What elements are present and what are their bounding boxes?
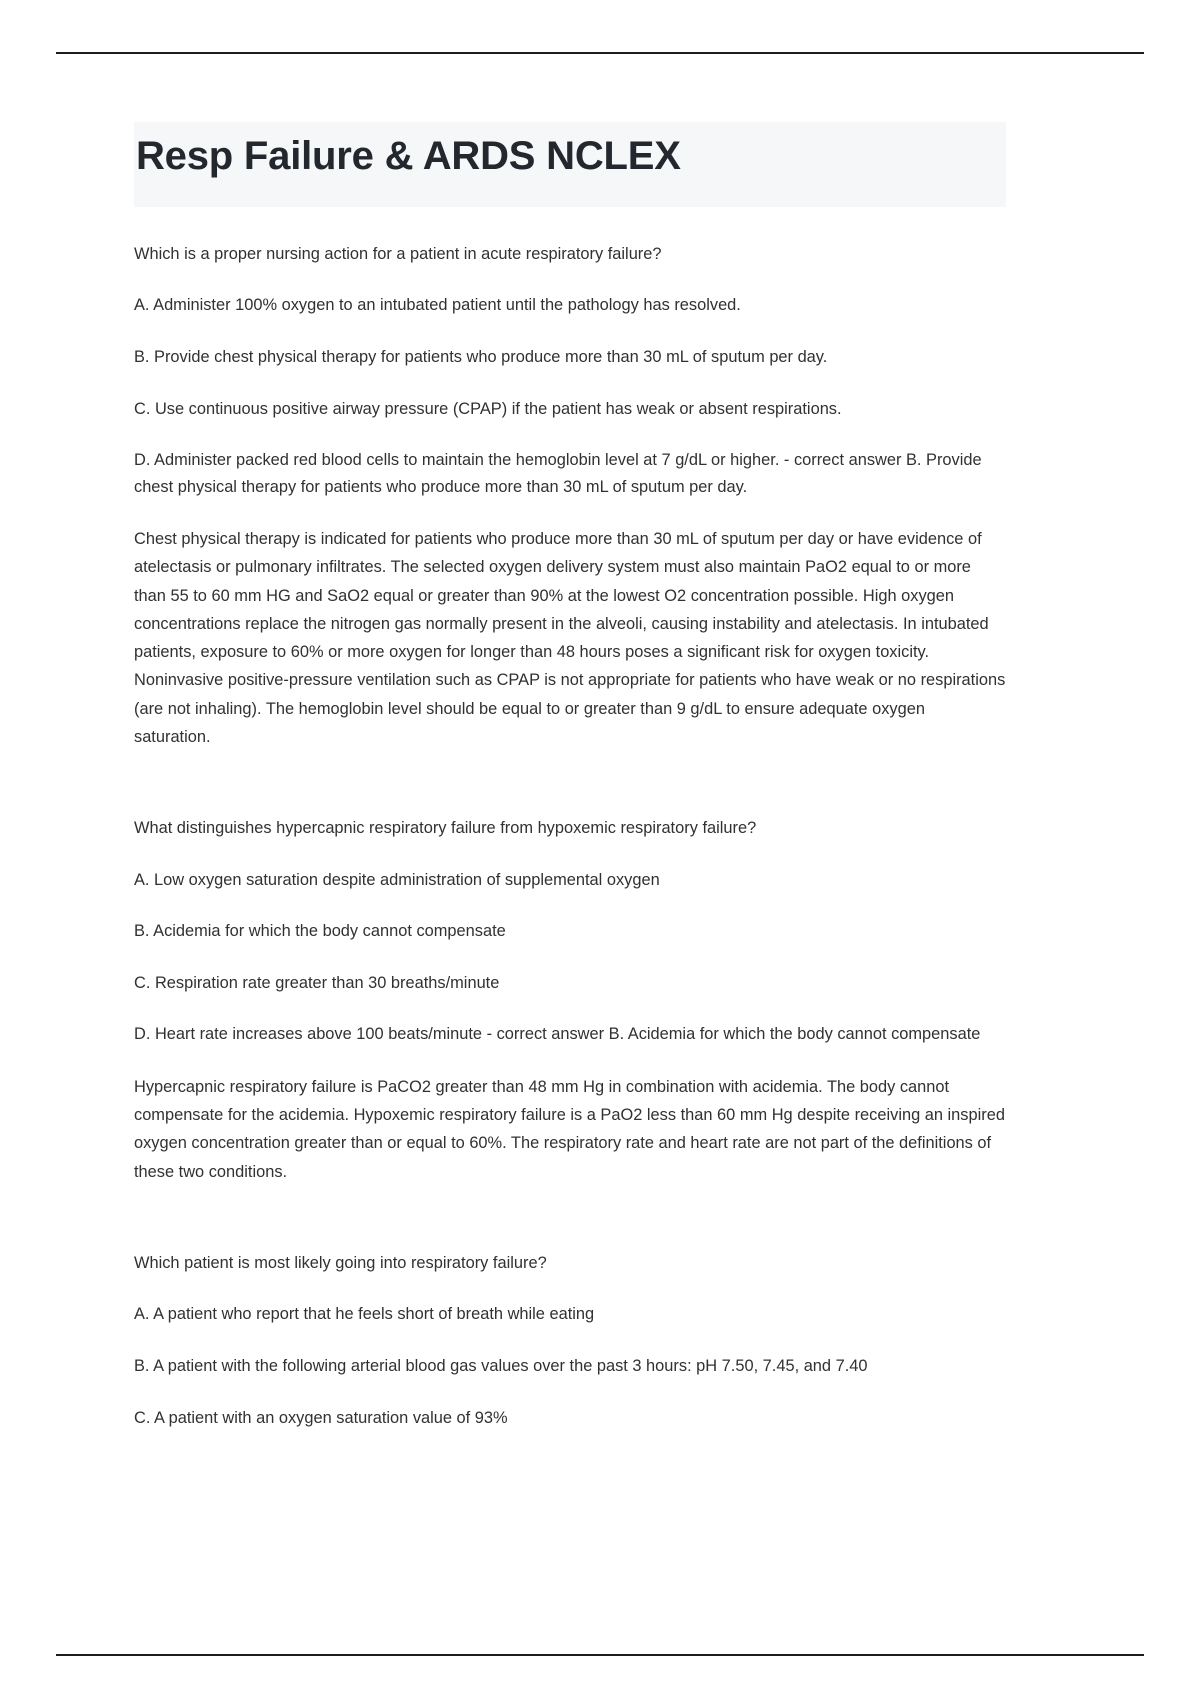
question-prompt: Which patient is most likely going into respiratory failure? bbox=[134, 1253, 547, 1272]
question-prompt: Which is a proper nursing action for a patient in acute respiratory failure? bbox=[134, 244, 662, 263]
section-spacer bbox=[134, 785, 1006, 815]
title-band bbox=[134, 122, 1006, 207]
question-option: C. Respiration rate greater than 30 breaths/minute bbox=[134, 973, 500, 992]
question-option: A. Administer 100% oxygen to an intubated patient until the pathology has resolved. bbox=[134, 296, 741, 315]
question-block-1 bbox=[134, 241, 1006, 751]
question-option-correct-answer: D. Administer packed red blood cells to maintain the hemoglobin level at 7 g/dL or higher. - correct answer B. Provide chest physical therapy for patients who produce more than 30 mL of sputum per day. bbox=[134, 451, 982, 496]
question-option: B. Acidemia for which the body cannot compensate bbox=[134, 922, 506, 941]
question-option: C. Use continuous positive airway pressure (CPAP) if the patient has weak or absent respirations. bbox=[134, 399, 842, 418]
document-content bbox=[134, 122, 1006, 1465]
question-option: A. Low oxygen saturation despite administration of supplemental oxygen bbox=[134, 870, 660, 889]
question-block-2 bbox=[134, 815, 1006, 1186]
question-block-3 bbox=[134, 1250, 1006, 1431]
bottom-divider-rule bbox=[56, 1654, 1144, 1656]
question-rationale: Hypercapnic respiratory failure is PaCO2 greater than 48 mm Hg in combination with acidemia. The body cannot compensate for the acidemia. Hypoxemic respiratory failure is a PaO2 less than 60 mm Hg despite receiving an inspired oxygen concentration greater than or equal to 60%. The respiratory rate and heart rate are not part of the definitions of these two conditions. bbox=[134, 1077, 1005, 1181]
top-divider-rule bbox=[56, 52, 1144, 54]
page-title: Resp Failure & ARDS NCLEX bbox=[136, 134, 681, 178]
question-option-correct-answer: D. Heart rate increases above 100 beats/minute - correct answer B. Acidemia for which the body cannot compensate bbox=[134, 1025, 981, 1044]
question-option: A. A patient who report that he feels short of breath while eating bbox=[134, 1305, 595, 1324]
question-option: B. A patient with the following arterial blood gas values over the past 3 hours: pH 7.50, 7.45, and 7.40 bbox=[134, 1356, 868, 1375]
question-option: C. A patient with an oxygen saturation value of 93% bbox=[134, 1408, 508, 1427]
question-prompt: What distinguishes hypercapnic respiratory failure from hypoxemic respiratory failure? bbox=[134, 819, 757, 838]
question-rationale: Chest physical therapy is indicated for patients who produce more than 30 mL of sputum per day or have evidence of atelectasis or pulmonary infiltrates. The selected oxygen delivery system must also maintain PaO2 equal to or more than 55 to 60 mm HG and SaO2 equal or greater than 90% at the lowest O2 concentration possible. High oxygen concentrations replace the nitrogen gas normally present in the alveoli, causing instability and atelectasis. In intubated patients, exposure to 60% or more oxygen for longer than 48 hours poses a significant risk for oxygen toxicity. Noninvasive positive-pressure ventilation such as CPAP is not appropriate for patients who have weak or no respirations (are not inhaling). The hemoglobin level should be equal to or greater than 9 g/dL to ensure adequate oxygen saturation. bbox=[134, 530, 1006, 746]
question-option: B. Provide chest physical therapy for patients who produce more than 30 mL of sputum per day. bbox=[134, 347, 828, 366]
section-spacer bbox=[134, 1220, 1006, 1250]
